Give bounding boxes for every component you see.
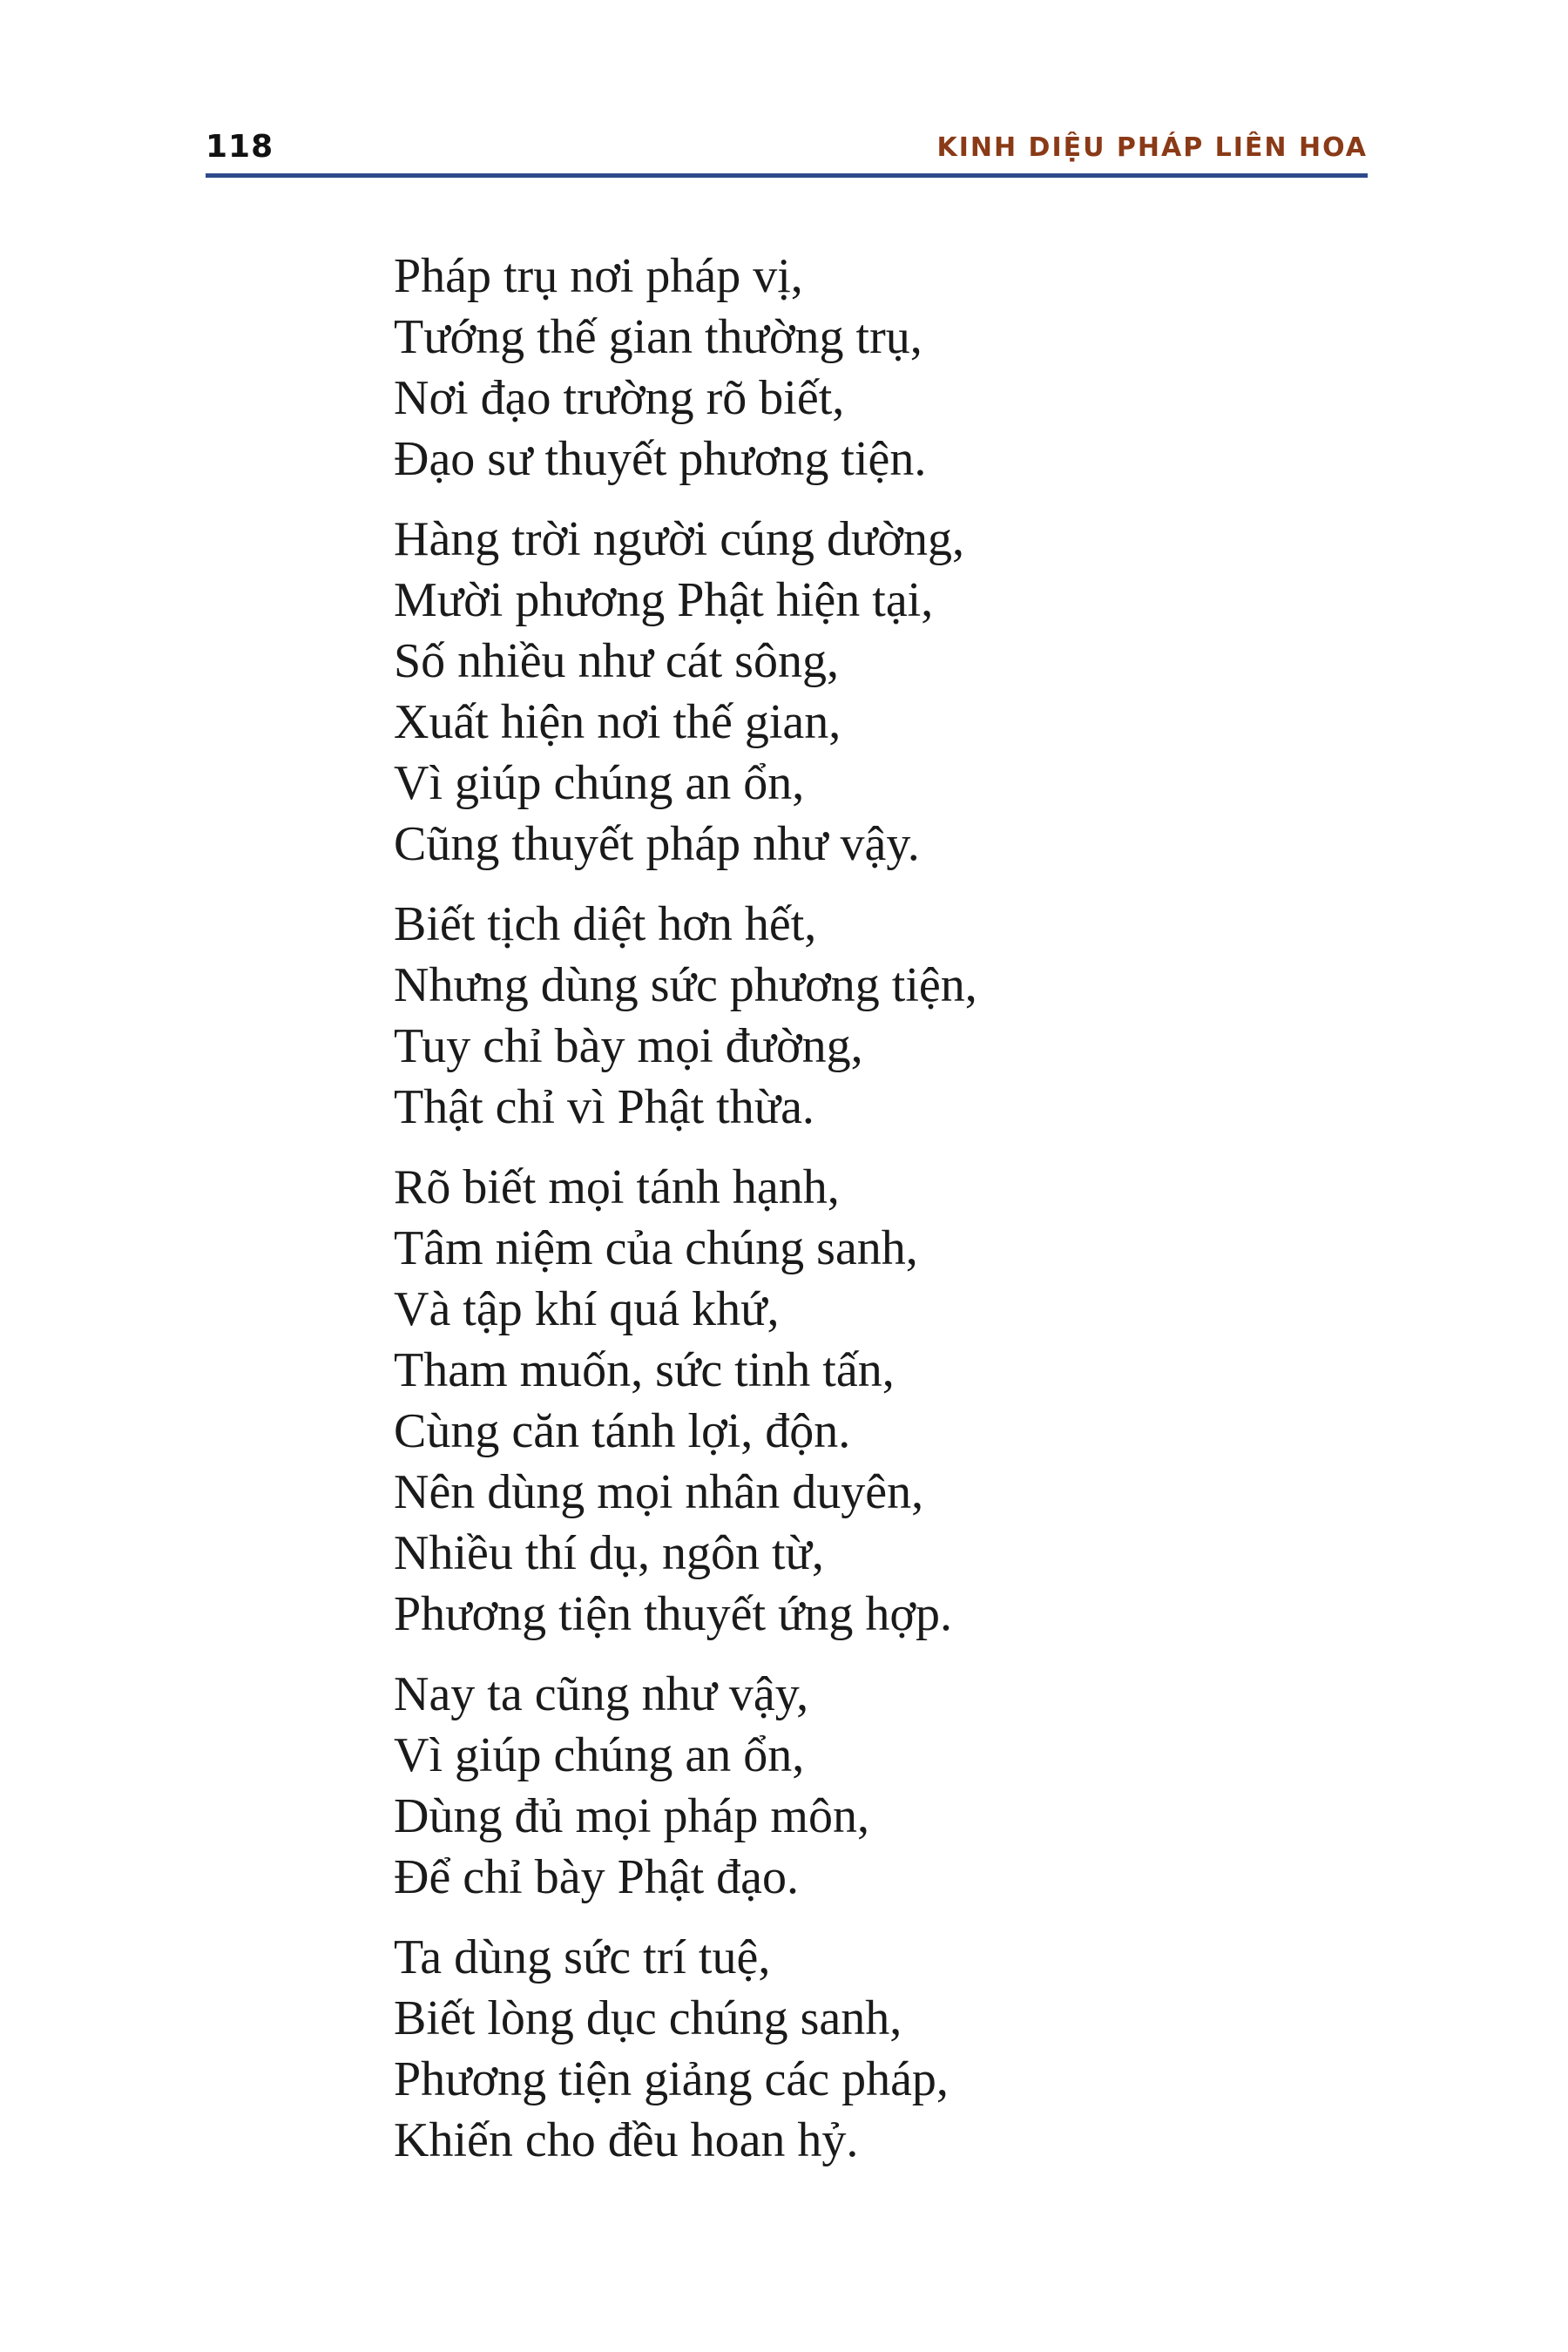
verse-line: Phương tiện thuyết ứng hợp. <box>394 1587 953 1641</box>
verse-line: Hàng trời người cúng dường, <box>394 512 965 566</box>
verse-line: Pháp trụ nơi pháp vị, <box>394 249 803 303</box>
verse-line: Và tập khí quá khứ, <box>394 1282 780 1336</box>
page-number: 118 <box>206 129 274 165</box>
verse-line: Ta dùng sức trí tuệ, <box>394 1930 771 1984</box>
verse-line: Để chỉ bày Phật đạo. <box>394 1850 799 1904</box>
stanza <box>394 1157 1352 1645</box>
stanza <box>394 246 1352 490</box>
verse-line: Khiến cho đều hoan hỷ. <box>394 2113 859 2167</box>
verse-line: Cùng căn tánh lợi, độn. <box>394 1404 851 1458</box>
verse-line: Tâm niệm của chúng sanh, <box>394 1221 918 1275</box>
verse-line: Mười phương Phật hiện tại, <box>394 573 934 627</box>
verse-line: Biết tịch diệt hơn hết, <box>394 897 817 951</box>
verse-line: Đạo sư thuyết phương tiện. <box>394 432 927 486</box>
verse-line: Dùng đủ mọi pháp môn, <box>394 1789 869 1843</box>
stanza <box>394 894 1352 1138</box>
verse-line: Vì giúp chúng an ổn, <box>394 1728 805 1782</box>
stanza <box>394 1664 1352 1908</box>
page-header <box>206 122 1368 174</box>
verse-line: Nhiều thí dụ, ngôn từ, <box>394 1526 824 1580</box>
verse-line: Phương tiện giảng các pháp, <box>394 2052 949 2106</box>
header-rule <box>206 173 1368 178</box>
verse-line: Tướng thế gian thường trụ, <box>394 310 923 364</box>
stanza <box>394 509 1352 875</box>
verse-line: Số nhiều như cát sông, <box>394 634 839 688</box>
verse-line: Biết lòng dục chúng sanh, <box>394 1991 902 2045</box>
stanza <box>394 1927 1352 2171</box>
verse-line: Thật chỉ vì Phật thừa. <box>394 1080 814 1134</box>
verse-line: Vì giúp chúng an ổn, <box>394 756 805 810</box>
verse-line: Rõ biết mọi tánh hạnh, <box>394 1160 840 1214</box>
verse-line: Xuất hiện nơi thế gian, <box>394 695 841 749</box>
verse-line: Nơi đạo trường rõ biết, <box>394 371 845 425</box>
verse-line: Tham muốn, sức tinh tấn, <box>394 1343 895 1397</box>
verse-line: Nay ta cũng như vậy, <box>394 1667 809 1721</box>
verse-line: Nhưng dùng sức phương tiện, <box>394 958 977 1012</box>
verse-line: Cũng thuyết pháp như vậy. <box>394 817 920 871</box>
running-title: KINH DIỆU PHÁP LIÊN HOA <box>936 132 1368 163</box>
poem-body <box>394 246 1352 2190</box>
verse-line: Nên dùng mọi nhân duyên, <box>394 1465 924 1519</box>
verse-line: Tuy chỉ bày mọi đường, <box>394 1019 863 1073</box>
